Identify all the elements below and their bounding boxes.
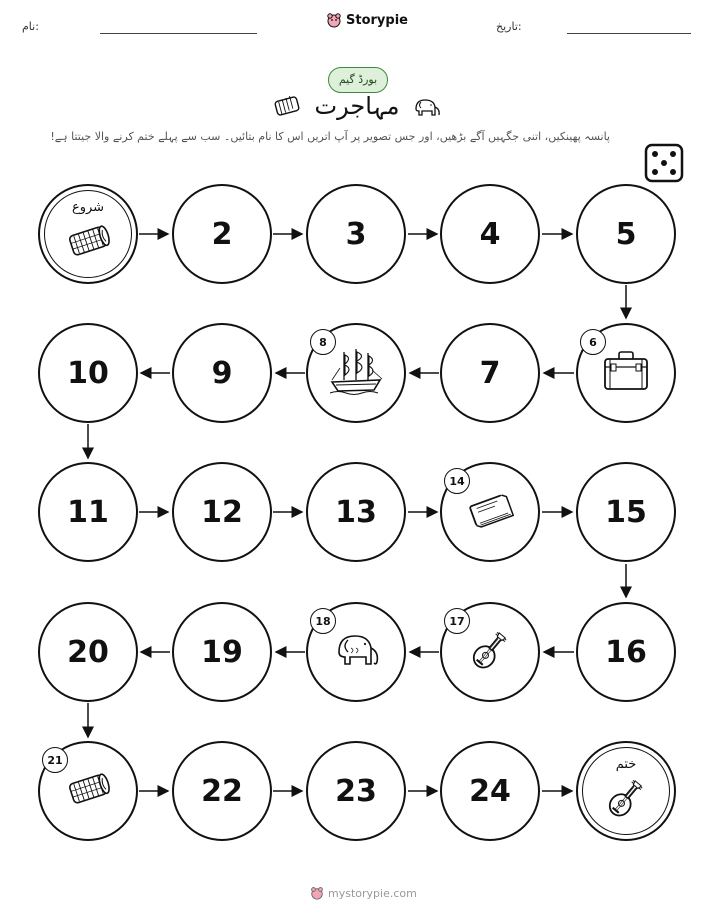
board-space-3[interactable] [306, 184, 406, 284]
board-space-25[interactable] [576, 741, 676, 841]
space-number-badge: 17 [444, 608, 470, 634]
board-space-22[interactable] [172, 741, 272, 841]
board-space-13[interactable] [306, 462, 406, 562]
date-label: تاریخ: [496, 20, 522, 33]
space-number: 4 [479, 216, 501, 252]
space-number: 13 [335, 494, 377, 530]
space-number: 5 [615, 216, 637, 252]
name-label: نام: [22, 20, 39, 33]
space-number: 15 [605, 494, 647, 530]
board-space-1[interactable] [38, 184, 138, 284]
board-space-8[interactable] [306, 323, 406, 423]
space-number: 23 [335, 773, 377, 809]
instructions: پانسہ پھینکیں، اتنی جگہیں آگے بڑھیں، اور جس تصویر پر آپ اتریں اس کا نام بتائیں۔ سب سے پہلے ختم کرنے والا جیتتا ہے! [50, 130, 610, 143]
space-number-badge: 21 [42, 747, 68, 773]
space-number-badge: 8 [310, 329, 336, 355]
board-space-7[interactable] [440, 323, 540, 423]
space-number: 19 [201, 634, 243, 670]
board-space-15[interactable] [576, 462, 676, 562]
board-space-23[interactable] [306, 741, 406, 841]
elephant-icon [331, 630, 381, 674]
board-space-21[interactable] [38, 741, 138, 841]
space-number: 2 [211, 216, 233, 252]
space-number: 11 [67, 494, 109, 530]
brand-name: Storypie [346, 12, 408, 28]
space-number: 3 [345, 216, 367, 252]
ship-icon [326, 346, 386, 400]
space-number-badge: 6 [580, 329, 606, 355]
footer-site[interactable]: mystorypie.com [328, 886, 417, 900]
board-space-9[interactable] [172, 323, 272, 423]
rolled-mat-icon [65, 772, 111, 810]
start-label: شروع [71, 200, 105, 215]
book-icon [466, 490, 514, 534]
board-space-10[interactable] [38, 323, 138, 423]
space-number: 20 [67, 634, 109, 670]
space-number-badge: 14 [444, 468, 470, 494]
board-space-4[interactable] [440, 184, 540, 284]
footer [310, 886, 417, 900]
board-space-17[interactable] [440, 602, 540, 702]
board-space-20[interactable] [38, 602, 138, 702]
space-number: 12 [201, 494, 243, 530]
board-space-14[interactable] [440, 462, 540, 562]
bear-logo-icon [310, 886, 324, 900]
board-space-16[interactable] [576, 602, 676, 702]
space-number: 22 [201, 773, 243, 809]
lute-icon [467, 627, 513, 677]
board-space-6[interactable] [576, 323, 676, 423]
space-number-badge: 18 [310, 608, 336, 634]
space-number: 10 [67, 355, 109, 391]
game-title: مہاجرت [314, 92, 400, 120]
board-space-11[interactable] [38, 462, 138, 562]
suitcase-icon [602, 349, 650, 397]
end-label: ختم [615, 757, 637, 772]
board-space-2[interactable] [172, 184, 272, 284]
space-number: 16 [605, 634, 647, 670]
board-space-18[interactable] [306, 602, 406, 702]
board-game-pill: بورڈ گیم [328, 67, 388, 93]
board-space-19[interactable] [172, 602, 272, 702]
board-space-12[interactable] [172, 462, 272, 562]
space-number: 7 [479, 355, 501, 391]
board-space-24[interactable] [440, 741, 540, 841]
board-space-5[interactable] [576, 184, 676, 284]
space-number: 9 [211, 355, 233, 391]
space-number: 24 [469, 773, 511, 809]
